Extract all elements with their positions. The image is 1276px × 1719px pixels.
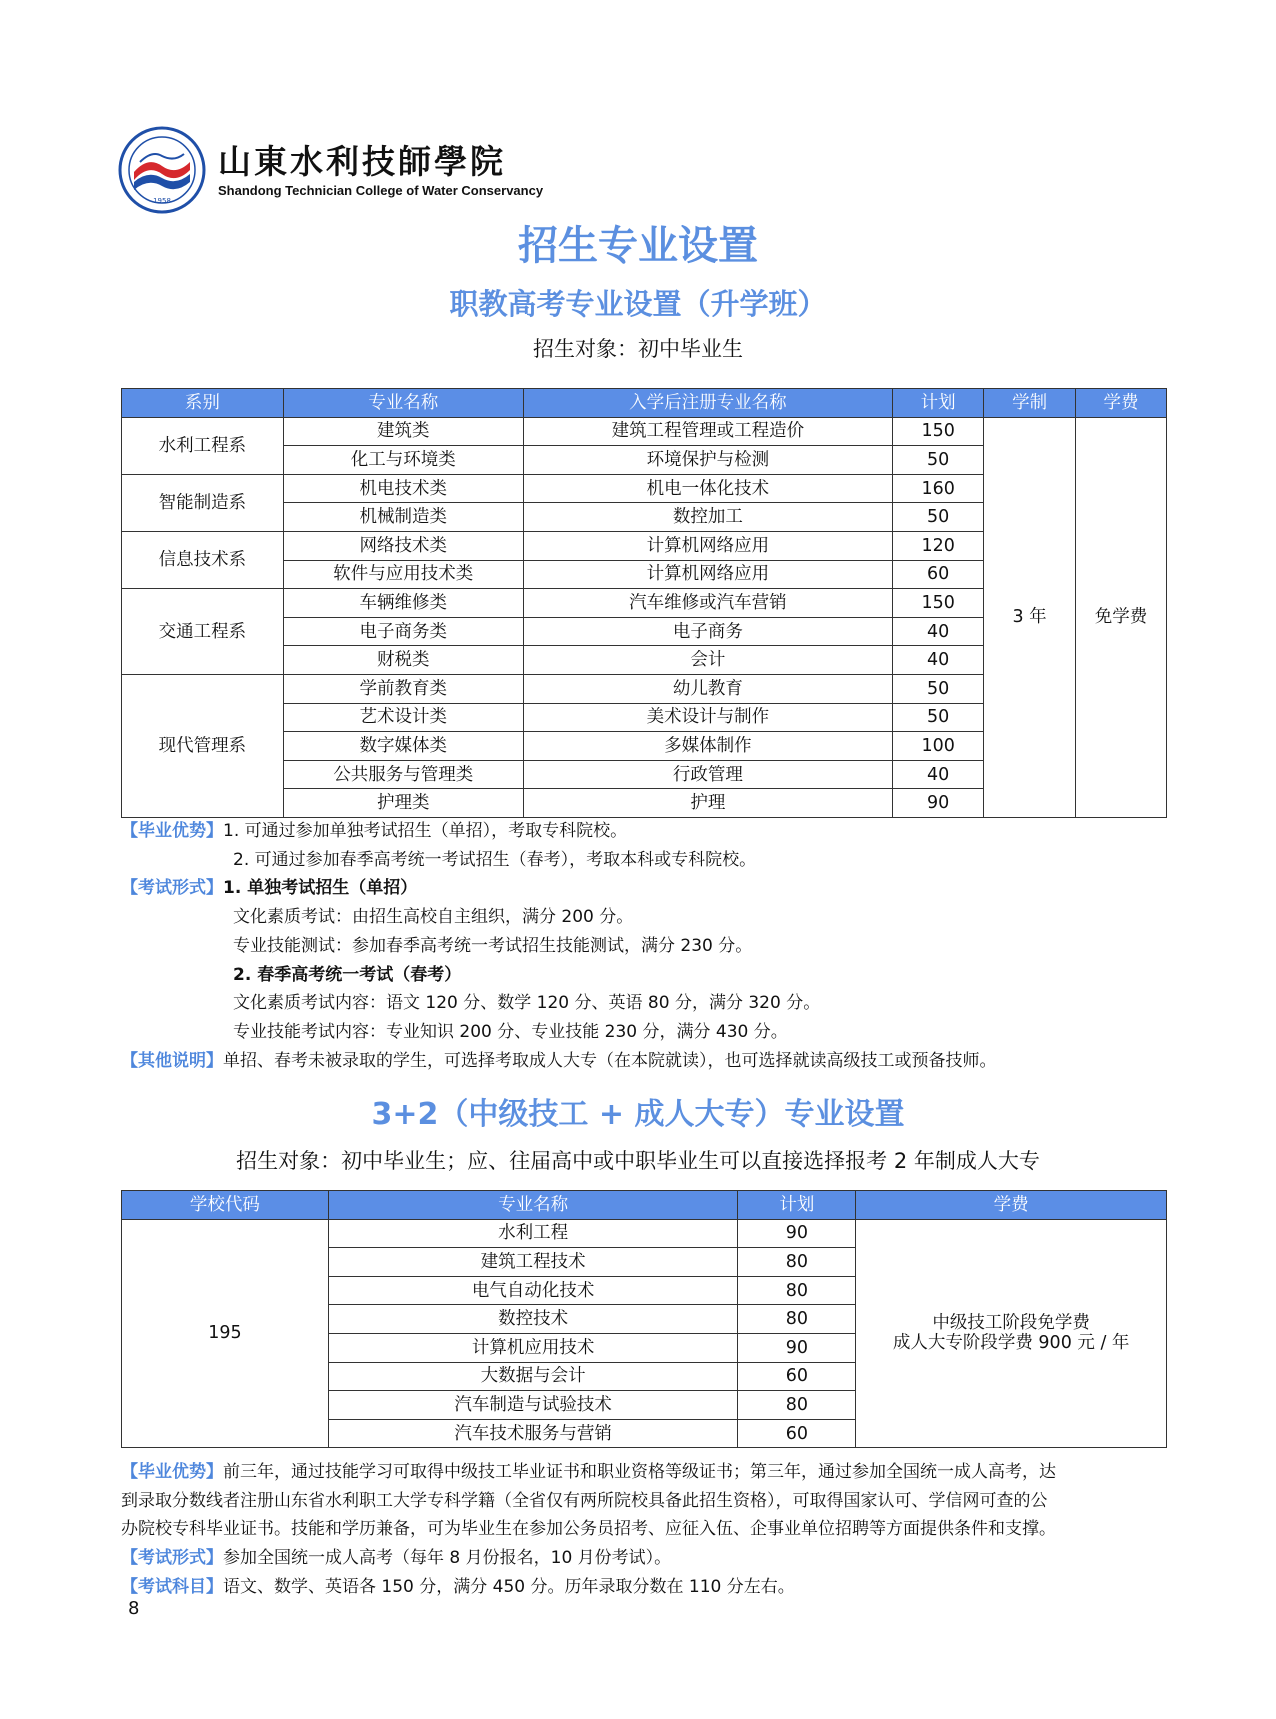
section2-target: 招生对象：初中毕业生；应、往届高中或中职毕业生可以直接选择报考 2 年制成人大专: [236, 1149, 1040, 1173]
plan-cell: 50: [893, 703, 984, 732]
plan-cell: 80: [738, 1248, 856, 1277]
page-title: 招生专业设置: [518, 223, 758, 269]
note-line: [121, 1458, 1171, 1487]
note-text: 1. 可通过参加单独考试招生（单招），考取专科院校。: [223, 821, 628, 841]
table-header-cell: 学费: [856, 1191, 1167, 1220]
major-cell: 机械制造类: [283, 503, 523, 532]
other-tag: 【其他说明】: [121, 1050, 223, 1071]
plan-cell: 90: [738, 1333, 856, 1362]
registered-cell: 汽车维修或汽车营销: [523, 589, 893, 618]
note-line: [121, 846, 1171, 875]
registered-cell: 美术设计与制作: [523, 703, 893, 732]
department-cell: 现代管理系: [122, 674, 284, 817]
plan-cell: 90: [893, 789, 984, 818]
advantage-tag: 【毕业优势】: [121, 821, 223, 841]
note-text: 到录取分数线者注册山东省水利职工大学专科学籍（全省仅有两所院校具备此招生资格），可取得国家认可、学信网可查的公: [121, 1490, 1048, 1511]
table-row: [122, 1219, 1167, 1248]
table-header-cell: 专业名称: [328, 1191, 738, 1220]
major-cell: 建筑工程技术: [328, 1248, 738, 1277]
table-row: [122, 417, 1167, 446]
plan-cell: 80: [738, 1391, 856, 1420]
note-line: [121, 1487, 1171, 1516]
note-text: 办院校专科毕业证书。技能和学历兼备，可为毕业生在参加公务员招考、应征入伍、企事业单位招聘等方面提供条件和支撑。: [121, 1519, 1056, 1540]
note-line: [121, 989, 1171, 1018]
college-seal-icon: [118, 126, 206, 214]
note-text: 参加全国统一成人高考（每年 8 月份报名，10 月份考试）。: [223, 1548, 672, 1569]
plan-cell: 80: [738, 1305, 856, 1334]
college-header: [118, 124, 543, 216]
note-text: 文化素质考试内容：语文 120 分、数学 120 分、英语 80 分，满分 320 分。: [233, 993, 821, 1014]
major-cell: 数控技术: [328, 1305, 738, 1334]
major-cell: 建筑类: [283, 417, 523, 446]
note-line: [121, 1573, 1171, 1602]
registered-cell: 会计: [523, 646, 893, 675]
major-cell: 汽车制造与试验技术: [328, 1391, 738, 1420]
plan-cell: 160: [893, 474, 984, 503]
section2-notes: [121, 1458, 1171, 1602]
note-text: 专业技能测试：参加春季高考统一考试招生技能测试，满分 230 分。: [233, 935, 753, 956]
table-header-cell: 学校代码: [122, 1191, 329, 1220]
college-name-en: Shandong Technician College of Water Conservancy: [218, 182, 544, 198]
table-header-cell: 学制: [984, 389, 1076, 418]
fee-cell: [856, 1219, 1167, 1448]
note-text: 专业技能考试内容：专业知识 200 分、专业技能 230 分，满分 430 分。: [233, 1021, 788, 1042]
registered-cell: 计算机网络应用: [523, 560, 893, 589]
major-cell: 化工与环境类: [283, 446, 523, 475]
table-header-cell: 计划: [893, 389, 984, 418]
note-line: [121, 1544, 1171, 1573]
registered-cell: 幼儿教育: [523, 674, 893, 703]
exam-tag: 【考试形式】: [121, 878, 223, 899]
note-line: [121, 1018, 1171, 1047]
major-cell: 学前教育类: [283, 674, 523, 703]
plan-cell: 100: [893, 732, 984, 761]
note-text: 1. 单独考试招生（单招）: [223, 878, 418, 899]
note-text: 2. 可通过参加春季高考统一考试招生（春考），考取本科或专科院校。: [233, 849, 757, 870]
major-cell: 艺术设计类: [283, 703, 523, 732]
major-cell: 软件与应用技术类: [283, 560, 523, 589]
registered-cell: 计算机网络应用: [523, 531, 893, 560]
section1-table: [121, 388, 1167, 818]
note-line: [121, 1047, 1171, 1076]
plan-cell: 60: [738, 1419, 856, 1448]
note-line: [121, 817, 1171, 846]
section1-notes: [121, 817, 1171, 1075]
registered-cell: 机电一体化技术: [523, 474, 893, 503]
major-cell: 公共服务与管理类: [283, 760, 523, 789]
major-cell: 汽车技术服务与营销: [328, 1419, 738, 1448]
plan-cell: 40: [893, 646, 984, 675]
registered-cell: 护理: [523, 789, 893, 818]
department-cell: 智能制造系: [122, 474, 284, 531]
plan-cell: 120: [893, 531, 984, 560]
registered-cell: 数控加工: [523, 503, 893, 532]
note-line: [121, 1515, 1171, 1544]
major-cell: 车辆维修类: [283, 589, 523, 618]
svg-text:1958: 1958: [153, 197, 171, 205]
major-cell: 财税类: [283, 646, 523, 675]
plan-cell: 50: [893, 503, 984, 532]
note-line: [121, 961, 1171, 990]
fee-line: 成人大专阶段学费 900 元 / 年: [892, 1333, 1130, 1354]
note-text: 前三年，通过技能学习可取得中级技工毕业证书和职业资格等级证书；第三年，通过参加全国统一成人高考，达: [223, 1462, 1056, 1482]
plan-cell: 80: [738, 1276, 856, 1305]
major-cell: 水利工程: [328, 1219, 738, 1248]
major-cell: 护理类: [283, 789, 523, 818]
table-header-cell: 入学后注册专业名称: [523, 389, 893, 418]
plan-cell: 90: [738, 1219, 856, 1248]
plan-cell: 50: [893, 674, 984, 703]
department-cell: 交通工程系: [122, 589, 284, 675]
note-line: [121, 932, 1171, 961]
exam-tag: 【考试形式】: [121, 1548, 223, 1569]
registered-cell: 电子商务: [523, 617, 893, 646]
brand-block: [218, 142, 543, 199]
school-code-cell: 195: [122, 1219, 329, 1448]
note-line: [121, 874, 1171, 903]
note-text: 语文、数学、英语各 150 分，满分 450 分。历年录取分数在 110 分左右。: [223, 1576, 795, 1597]
registered-cell: 建筑工程管理或工程造价: [523, 417, 893, 446]
section1-title: 职教高考专业设置（升学班）: [449, 287, 827, 321]
plan-cell: 40: [893, 617, 984, 646]
table-header-cell: 学费: [1076, 389, 1167, 418]
note-text: 单招、春考未被录取的学生，可选择考取成人大专（在本院就读），也可选择就读高级技工或预备技师。: [223, 1050, 997, 1071]
major-cell: 大数据与会计: [328, 1362, 738, 1391]
college-name-cn: 山東水利技師學院: [218, 141, 506, 181]
advantage-tag: 【毕业优势】: [121, 1462, 223, 1482]
note-text: 2. 春季高考统一考试（春考）: [233, 964, 462, 985]
subject-tag: 【考试科目】: [121, 1576, 223, 1597]
major-cell: 网络技术类: [283, 531, 523, 560]
department-cell: 水利工程系: [122, 417, 284, 474]
plan-cell: 150: [893, 589, 984, 618]
section1-target: 招生对象：初中毕业生: [533, 337, 743, 361]
plan-cell: 60: [738, 1362, 856, 1391]
section2-table: [121, 1190, 1167, 1448]
page-number: 8: [128, 1598, 140, 1619]
plan-cell: 50: [893, 446, 984, 475]
major-cell: 计算机应用技术: [328, 1333, 738, 1362]
major-cell: 机电技术类: [283, 474, 523, 503]
registered-cell: 多媒体制作: [523, 732, 893, 761]
note-text: 文化素质考试：由招生高校自主组织，满分 200 分。: [233, 907, 634, 928]
department-cell: 信息技术系: [122, 531, 284, 588]
section2-title: 3+2（中级技工 + 成人大专）专业设置: [371, 1097, 905, 1132]
major-cell: 电子商务类: [283, 617, 523, 646]
plan-cell: 40: [893, 760, 984, 789]
registered-cell: 行政管理: [523, 760, 893, 789]
plan-cell: 150: [893, 417, 984, 446]
major-cell: 电气自动化技术: [328, 1276, 738, 1305]
table-header-cell: 系别: [122, 389, 284, 418]
fee-cell: 免学费: [1076, 417, 1167, 817]
table-header-cell: 计划: [738, 1191, 856, 1220]
table-header-cell: 专业名称: [283, 389, 523, 418]
duration-cell: 3 年: [984, 417, 1076, 817]
fee-line: 中级技工阶段免学费: [932, 1313, 1090, 1334]
major-cell: 数字媒体类: [283, 732, 523, 761]
note-line: [121, 903, 1171, 932]
plan-cell: 60: [893, 560, 984, 589]
registered-cell: 环境保护与检测: [523, 446, 893, 475]
